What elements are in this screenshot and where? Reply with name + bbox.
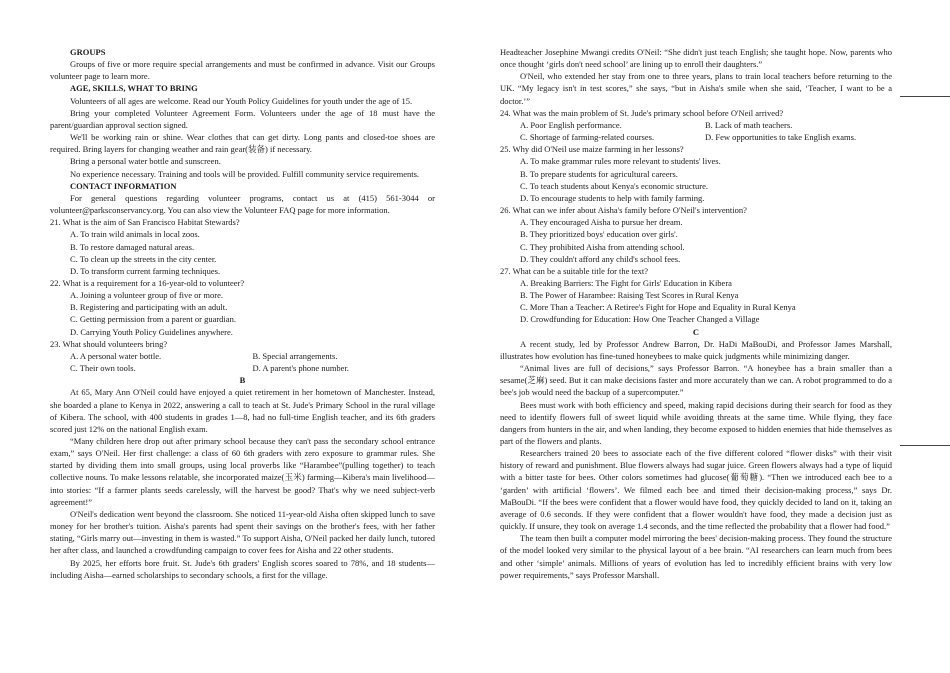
paragraph: By 2025, her efforts bore fruit. St. Jude's 6th graders' English scores soared to 78%, and 18 students—including Aisha—earned scholarships to secondary schools, a first for the village. xyxy=(50,557,435,580)
option-text: B. Lack of math teachers. xyxy=(705,119,793,130)
option-row xyxy=(500,119,892,131)
option-text: B. They prioritized boys' education over girls'. xyxy=(520,229,678,240)
option-text: B. Special arrangements. xyxy=(252,350,338,361)
option-text: A. Joining a volunteer group of five or more. xyxy=(70,290,223,301)
option-text: D. They couldn't afford any child's school fees. xyxy=(520,253,681,264)
option-row xyxy=(50,350,435,362)
paragraph: Headteacher Josephine Mwangi credits O'Neil: “She didn't just teach English; she taught hope. Now, parents who once thought ‘girls don't need school’ are lining up to enroll their daughters.” xyxy=(500,47,892,70)
option-text: A. To train wild animals in local zoos. xyxy=(70,229,200,240)
option-text: D. Carrying Youth Policy Guidelines anywhere. xyxy=(70,326,233,337)
question: 21. What is the aim of San Francisco Habitat Stewards? xyxy=(50,217,240,228)
margin-mark-top xyxy=(900,96,950,97)
paragraph: No experience necessary. Training and tools will be provided. Fulfill community service requirements. xyxy=(70,168,420,179)
option-text: D. A parent's phone number. xyxy=(252,363,349,374)
option-row xyxy=(50,362,435,374)
question: 22. What is a requirement for a 16-year-old to volunteer? xyxy=(50,277,245,288)
option-text: D. Crowdfunding for Education: How One Teacher Changed a Village xyxy=(520,314,760,325)
paragraph: The team then built a computer model mirroring the bees' decision-making process. They found the structure of the model looked very similar to the physical layout of a bee brain. “AI researchers can learn much from bees and other ‘simple’ animals. Millions of years of evolution has led to incredibly efficient brains with very low power requirements,” says Professor Marshall. xyxy=(500,533,892,580)
question: 25. Why did O'Neil use maize farming in her lessons? xyxy=(500,144,684,155)
paragraph: Volunteers of all ages are welcome. Read our Youth Policy Guidelines for youth under the age of 15. xyxy=(70,95,413,106)
option-text: A. To make grammar rules more relevant to students' lives. xyxy=(520,156,721,167)
option-text: A. Poor English performance. xyxy=(520,119,622,130)
option-text: C. Shortage of farming-related courses. xyxy=(520,132,655,143)
paragraph: O'Neil's dedication went beyond the classroom. She noticed 11-year-old Aisha often skipped lunch to save money for her brother's tuition. Aisha's parents had spent their savings on the brother's fees, with her father stating, “Girls marry out—investing in them is wasted.” To support Aisha, O'Neil packed her daily lunch, tutored her after class, and launched a crowdfunding campaign to cover fees for Aisha and 22 other students. xyxy=(50,508,435,556)
option-text: B. Registering and participating with an adult. xyxy=(70,302,228,313)
option-text: D. To encourage students to help with family farming. xyxy=(520,192,705,203)
right-column xyxy=(500,46,892,581)
left-column xyxy=(50,46,435,581)
paragraph: “Animal lives are full of decisions,” says Professor Barron. “A honeybee has a brain smaller than a sesame(芝麻) seed. But it can make decisions faster and more accurately than we can. A robot programmed to do a bee's job would need the backup of a supercomputer.” xyxy=(500,363,892,398)
paragraph: Bees must work with both efficiency and speed, making rapid decisions during their search for food as they need to identify flowers full of sweet liquid while avoiding threats at the same time. While flying, they face dangers from hunters in the air, and when landing, they become exposed to hidden enemies that hide themselves as part of the flowers and plants. xyxy=(500,399,892,446)
option-text: B. To prepare students for agricultural careers. xyxy=(520,168,678,179)
paragraph: Bring a personal water bottle and sunscreen. xyxy=(70,156,221,167)
paragraph: O'Neil, who extended her stay from one to three years, plans to train local teachers before returning to the UK. “My legacy isn't in test scores,” she says, “but in Aisha's smile when she said, ‘Teacher, I want to be a doctor.’” xyxy=(500,71,892,106)
option-text: C. More Than a Teacher: A Retiree's Fight for Hope and Equality in Rural Kenya xyxy=(520,302,796,313)
paragraph: We'll be working rain or shine. Wear clothes that can get dirty. Long pants and closed-toe shoes are required. Bring layers for changing weather and rain gear(装备) if necessary. xyxy=(50,132,435,155)
passage-label: C xyxy=(692,326,700,337)
paragraph: A recent study, led by Professor Andrew Barron, Dr. HaDi MaBouDi, and Professor James Marshall, illustrates how evolution has fine-tuned honeybees to make quick judgments while minimizing danger. xyxy=(500,338,892,361)
option-text: D. To transform current farming techniques. xyxy=(70,265,221,276)
option-text: C. To teach students about Kenya's economic structure. xyxy=(520,180,708,191)
option-text: B. The Power of Harambee: Raising Test Scores in Rural Kenya xyxy=(520,290,739,301)
option-text: A. They encouraged Aisha to pursue her dream. xyxy=(520,217,683,228)
option-text: A. Breaking Barriers: The Fight for Girls' Education in Kibera xyxy=(520,277,732,288)
paragraph: Bring your completed Volunteer Agreement Form. Volunteers under the age of 18 must have the parent/guardian approval section signed. xyxy=(50,107,435,130)
option-text: B. To restore damaged natural areas. xyxy=(70,241,195,252)
paragraph: Groups of five or more require special arrangements and must be confirmed in advance. Visit our Groups volunteer page to learn more. xyxy=(50,59,435,82)
paragraph: “Many children here drop out after primary school because they can't pass the secondary school entrance exam,” says O'Neil. Her first challenge: a class of 60 6th graders with zero exposure to grammar rules. She started by dividing them into small groups, using local proverbs like “Harambee”(pulling together) to teach collective nouns. To make lessons relatable, she incorporated maize(玉米) farming—Kibera's main livelihood—into stories: “If a farmer plants seeds carelessly, will the harvest be good? That's why we need subject-verb agreement!” xyxy=(50,436,435,507)
option-text: C. To clean up the streets in the city center. xyxy=(70,253,217,264)
paragraph: For general questions regarding volunteer programs, contact us at (415) 561-3044 or volunteer@parksconservancy.org. You can also view the Volunteer FAQ page for more information. xyxy=(50,192,435,216)
option-text: C. Their own tools. xyxy=(70,363,136,374)
question: 27. What can be a suitable title for the text? xyxy=(500,265,649,276)
paragraph: Researchers trained 20 bees to associate each of the five different colored “flower disks” with their visit history of reward and punishment. Blue flowers always had sugar juice. Green flowers always had a type of liquid with a bitter taste for bees. Other colors sometimes had glucose(葡萄糖). “Then we introduced each bee to a ‘garden’ with artificial ‘flowers’. We filmed each bee and timed their decision-making process,” says Dr. MaBouDi. “If the bees were confident that a flower would have food, they quickly decided to land on it, taking an average of 0.6 seconds. If they were confident that a flower wouldn't have food, they made a decision just as quickly. If unsure, they took on average 1.4 seconds, and the time reflected the probability that a flower had food.” xyxy=(500,448,892,532)
paragraph: At 65, Mary Ann O'Neil could have enjoyed a quiet retirement in her hometown of Manchester. Instead, she boarded a plane to Kenya in 2022, answering a call to teach at St. Jude's Primary School in the rural village of Kibera. The school, with 400 students in grades 1—8, had no full-time English teacher, and its 6th graders scored just 12% on the national English exam. xyxy=(50,387,435,434)
option-row xyxy=(500,131,892,143)
section-heading: AGE, SKILLS, WHAT TO BRING xyxy=(70,83,198,94)
passage-label: B xyxy=(239,375,246,386)
option-text: D. Few opportunities to take English exams. xyxy=(705,132,857,143)
question: 26. What can we infer about Aisha's family before O'Neil's intervention? xyxy=(500,205,747,216)
question: 24. What was the main problem of St. Jude's primary school before O'Neil arrived? xyxy=(500,107,784,118)
section-heading: GROUPS xyxy=(70,47,106,57)
section-heading: CONTACT INFORMATION xyxy=(70,180,177,191)
option-text: A. A personal water bottle. xyxy=(70,350,162,361)
option-text: C. Getting permission from a parent or guardian. xyxy=(70,314,236,325)
question: 23. What should volunteers bring? xyxy=(50,338,168,349)
margin-mark-bottom xyxy=(900,445,950,446)
option-text: C. They prohibited Aisha from attending school. xyxy=(520,241,685,252)
